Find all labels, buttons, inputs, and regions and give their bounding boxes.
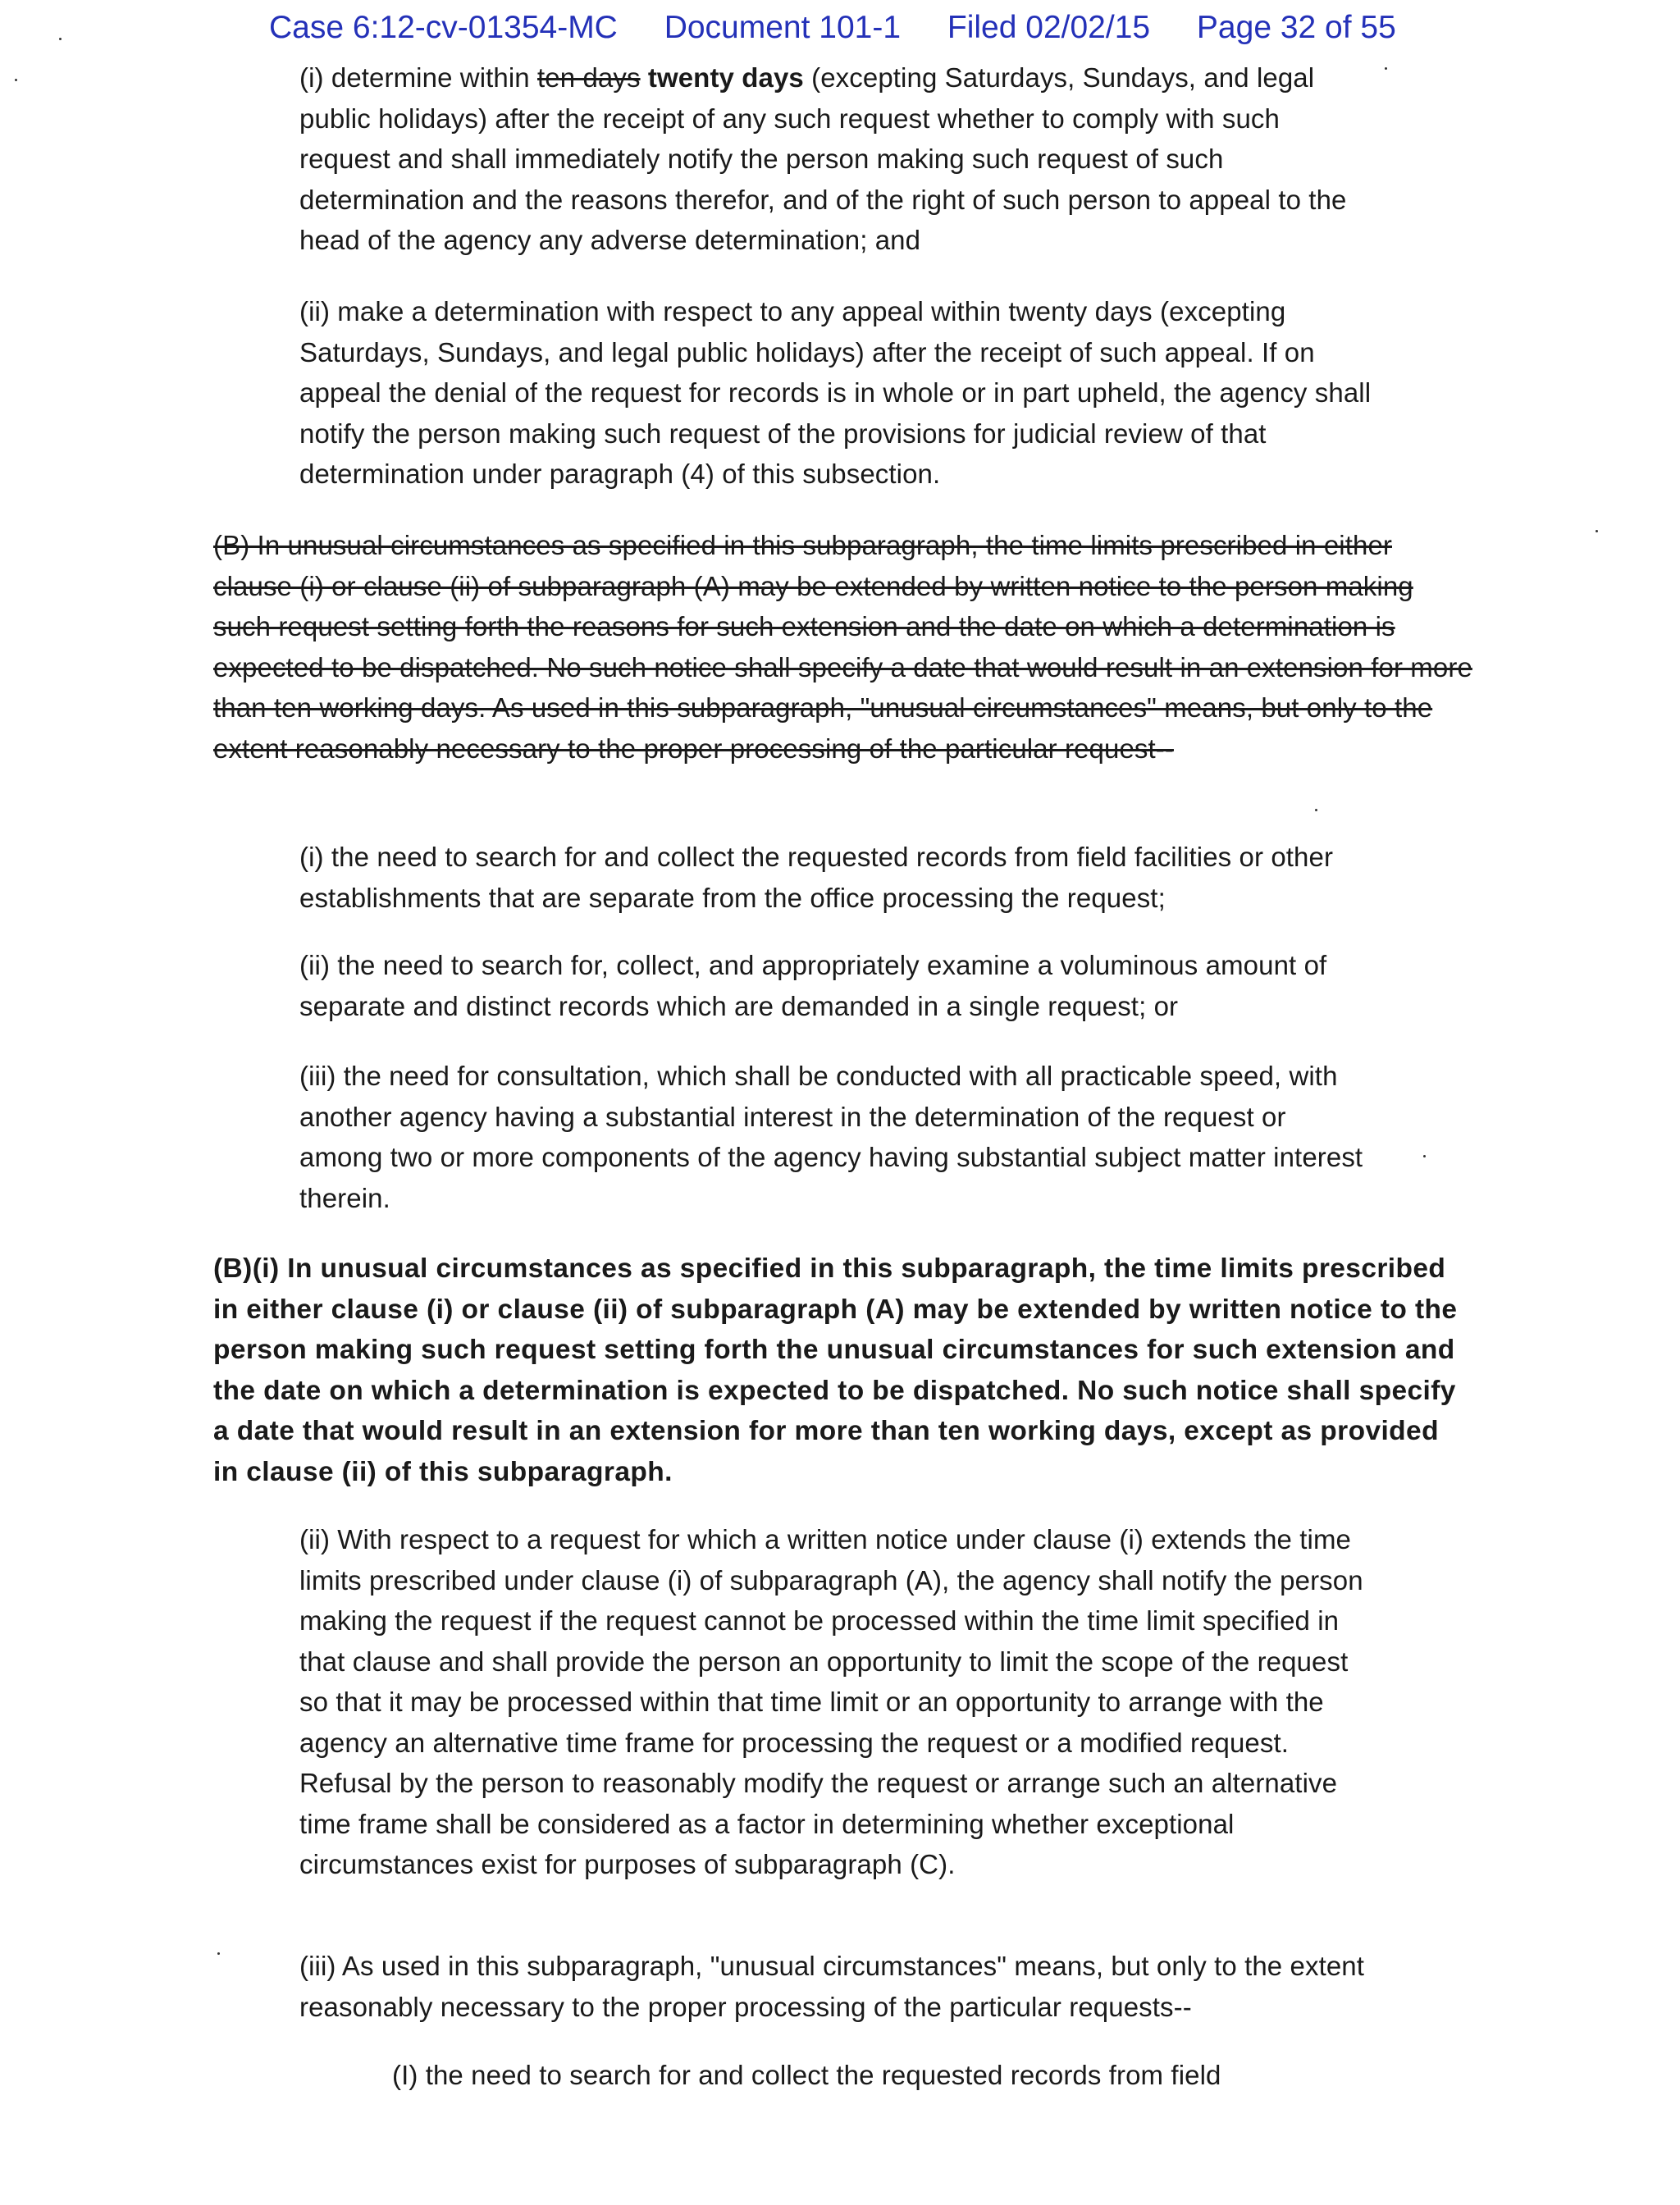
clause-i-prefix: (i) determine within: [299, 62, 538, 93]
inserted-text: twenty days: [647, 62, 804, 93]
document-number: Document 101-1: [664, 10, 902, 45]
paragraph-sub-i: (I) the need to search for and collect the requested records from field: [392, 2060, 1221, 2090]
page-number: Page 32 of 55: [1196, 10, 1396, 45]
paragraph-b-iii: (iii) As used in this subparagraph, "unusual circumstances" means, but only to the extent reasonably necessary to the proper processing of the particular requests--: [299, 1951, 1365, 2022]
court-filing-header: [269, 10, 1450, 46]
scan-speck: [1596, 530, 1598, 532]
clause-i-rest: (excepting Saturdays, Sundays, and legal public holidays) after the receipt of any such request whether to comply with such request and shall immediately notify the person making such request of such determination and the reasons therefor, and of the right of such person to appeal to the head of the agency any adverse determination; and: [299, 62, 1347, 255]
paragraph-b-ii: (ii) With respect to a request for which a written notice under clause (i) extends the time limits prescribed under clause (i) of subparagraph (A), the agency shall notify the person making the request if the request cannot be processed within the time limit specified in that clause and shall provide the person an opportunity to limit the scope of the request so that it may be processed within that time limit or an opportunity to arrange with the agency an alternative time frame for processing the request or a modified request. Refusal by the person to reasonably modify the request or arrange such an alternative time frame shall be considered as a factor in determining whether exceptional circumstances exist for purposes of subparagraph (C).: [299, 1524, 1363, 1879]
struck-text: ten days: [537, 62, 641, 93]
struck-paragraph-b: (B) In unusual circumstances as specified in this subparagraph, the time limits prescribed in either clause (i) or clause (ii) of subparagraph (A) may be extended by written notice to the person making such request setting forth the reasons for such extension and the date on which a determination is expected to be dispatched. No such notice shall specify a date that would result in an extension for more than ten working days. As used in this subparagraph, "unusual circumstances" means, but only to the extent reasonably necessary to the proper processing of the particular request--: [213, 530, 1472, 764]
filed-date: Filed 02/02/15: [947, 10, 1151, 45]
paragraph-consultation: (iii) the need for consultation, which shall be conducted with all practicable speed, with another agency having a substantial interest in the determination of the request or among two or more components of the agency having substantial subject matter interest therein.: [299, 1061, 1363, 1213]
scan-speck: [217, 1952, 220, 1955]
paragraph-voluminous-records: (ii) the need to search for, collect, and appropriately examine a voluminous amount of separate and distinct records which are demanded in a single request; or: [299, 950, 1327, 1021]
paragraph-clause-i: [299, 57, 1366, 261]
paragraph-field-facilities: (i) the need to search for and collect the requested records from field facilities or other establishments that are separate from the office processing the request;: [299, 842, 1334, 913]
paragraph-clause-ii: (ii) make a determination with respect to any appeal within twenty days (excepting Saturdays, Sundays, and legal public holidays) after the receipt of such appeal. If on appeal the denial of the request for records is in whole or in part upheld, the agency shall notify the person making such request of the provisions for judicial review of that determination under paragraph (4) of this subsection.: [299, 296, 1372, 489]
bold-paragraph-b-i: (B)(i) In unusual circumstances as specified in this subparagraph, the time limits prescribed in either clause (i) or clause (ii) of subparagraph (A) may be extended by written notice to the person making such request setting forth the unusual circumstances for such extension and the date on which a determination is expected to be dispatched. No such notice shall specify a date that would result in an extension for more than ten working days, except as provided in clause (ii) of this subparagraph.: [213, 1253, 1458, 1487]
case-number: Case 6:12-cv-01354-MC: [269, 10, 618, 45]
scan-speck: [59, 38, 62, 40]
scan-speck: [1385, 67, 1387, 70]
scan-speck: [15, 79, 17, 81]
scan-speck: [1423, 1155, 1426, 1157]
scan-speck: [1315, 809, 1317, 811]
